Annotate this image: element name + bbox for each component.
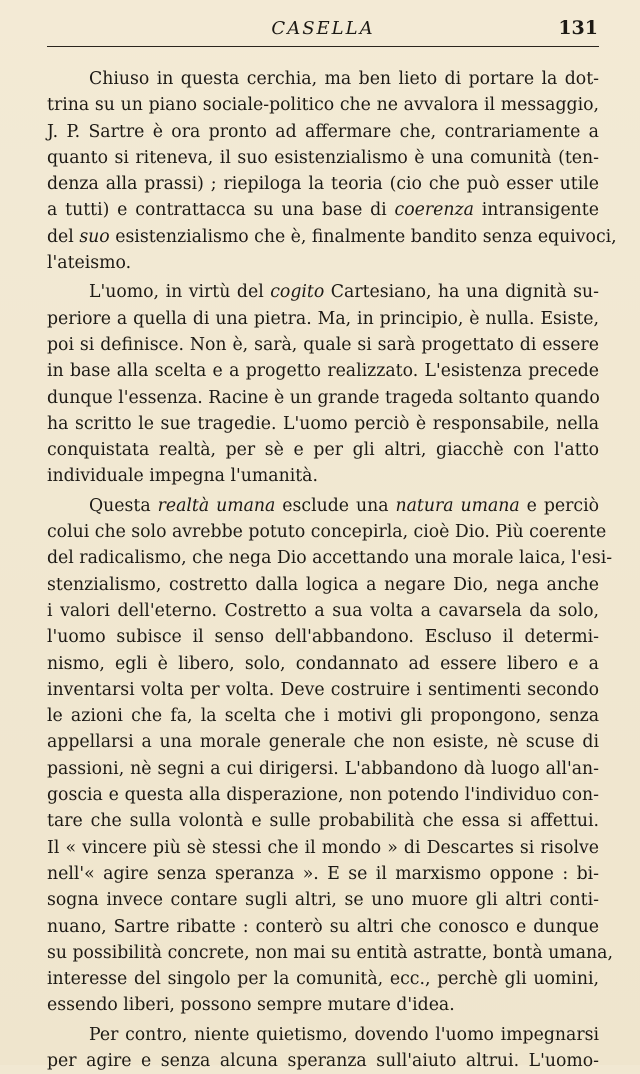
text-line <box>47 572 599 598</box>
text-line <box>47 887 599 913</box>
running-head: CASELLA <box>271 18 375 39</box>
text-span: individuale impegna l'umanità. <box>47 466 318 487</box>
text-span: del <box>47 226 80 247</box>
text-span: esclude una <box>275 495 396 516</box>
text-span: L'uomo, in virtù del <box>89 282 271 303</box>
text-span: Cartesiano, ha una dignità su- <box>324 282 599 303</box>
text-line <box>47 808 599 834</box>
text-line <box>47 992 599 1018</box>
text-line <box>47 332 599 358</box>
text-line <box>47 1048 599 1074</box>
text-span: quanto si riteneva, il suo esistenzialismo è una comunità (ten- <box>47 147 599 168</box>
text-line <box>47 861 599 887</box>
text-span: inventarsi volta per volta. Deve costruire i sentimenti secondo <box>47 679 599 700</box>
text-span: e perciò <box>519 495 600 516</box>
text-span: nuano, Sartre ribatte : conterò su altri che conosco e dunque <box>47 916 599 937</box>
text-line <box>47 411 599 437</box>
text-span: le azioni che fa, la scelta che i motivi gli propongono, senza <box>47 706 599 727</box>
text-line <box>47 358 599 384</box>
text-span: del radicalismo, che nega Dio accettando una morale laica, l'esi- <box>47 548 613 569</box>
text-line <box>47 914 599 940</box>
text-span: ha scritto le sue tragedie. L'uomo perciò è responsabile, nella <box>47 413 599 434</box>
text-span: interesse del singolo per la comunità, ecc., perchè gli uomini, <box>47 969 599 990</box>
text-line <box>47 437 599 463</box>
text-span: J. P. Sartre è ora pronto ad affermare che, contrariamente a <box>47 121 599 142</box>
text-span: Chiuso in questa cerchia, ma ben lieto di portare la dot- <box>89 69 599 89</box>
text-line <box>47 782 599 808</box>
text-line <box>47 119 599 145</box>
text-span: conquistata realtà, per sè e per gli altri, giacchè con l'atto <box>47 440 599 461</box>
text-span: a tutti) e contrattacca su una base di <box>47 200 395 221</box>
text-span: esistenzialismo che è, finalmente bandito senza equivoci, <box>109 226 617 247</box>
italic-text: suo <box>79 226 110 247</box>
text-line <box>47 966 599 992</box>
text-line <box>47 940 613 966</box>
text-span: passioni, nè segni a cui dirigersi. L'abbandono dà luogo all'an- <box>47 758 599 779</box>
text-line <box>47 1022 599 1048</box>
text-span: goscia e questa alla disperazione, non potendo l'individuo con- <box>47 785 599 806</box>
text-span: per agire e senza alcuna speranza sull'aiuto altrui. L'uomo- <box>47 1050 599 1071</box>
text-line <box>47 651 599 677</box>
text-span: trina su un piano sociale-politico che ne avvalora il messaggio, <box>47 95 599 116</box>
text-span: intransigente <box>473 200 599 221</box>
text-line <box>47 545 613 571</box>
text-span: colui che solo avrebbe potuto concepirla, cioè Dio. Più coerente <box>47 522 607 543</box>
text-line <box>47 677 599 703</box>
text-span: l'ateismo. <box>47 253 132 274</box>
text-span: sogna invece contare sugli altri, se uno muore gli altri conti- <box>47 890 599 911</box>
text-line <box>47 493 599 519</box>
text-line <box>47 224 617 250</box>
text-span: l'uomo subisce il senso dell'abbandono. Escluso il determi- <box>47 627 599 648</box>
header-rule <box>47 46 599 47</box>
text-line <box>47 598 599 624</box>
text-span: dunque l'essenza. Racine è un grande trageda soltanto quando <box>47 387 600 408</box>
text-line <box>47 92 599 118</box>
text-span: stenzialismo, costretto dalla logica a negare Dio, nega anche <box>47 574 599 595</box>
text-span: periore a quella di una pietra. Ma, in principio, è nulla. Esiste, <box>47 308 599 329</box>
text-span: nell'« agire senza speranza ». E se il marxismo oppone : bi- <box>47 863 599 884</box>
text-span: appellarsi a una morale generale che non esiste, nè scuse di <box>47 732 599 753</box>
text-span: su possibilità concrete, non mai su entità astratte, bontà umana, <box>47 942 613 963</box>
italic-text: realtà umana <box>157 495 276 516</box>
text-span: Questa <box>89 495 158 516</box>
text-line <box>47 703 599 729</box>
italic-text: coerenza <box>394 200 474 221</box>
text-line <box>47 385 599 411</box>
text-line <box>47 197 599 223</box>
page-header <box>48 14 598 46</box>
text-line <box>47 835 599 861</box>
text-span: tare che sulla volontà e sulle probabilità che essa si affettui. <box>47 811 599 832</box>
text-span: poi si definisce. Non è, sarà, quale si sarà progettato di essere <box>47 334 599 355</box>
text-line <box>47 66 599 92</box>
text-span: Il « vincere più sè stessi che il mondo » di Descartes si risolve <box>47 837 599 858</box>
text-line <box>47 729 599 755</box>
text-line <box>47 250 599 276</box>
text-line <box>47 463 599 489</box>
italic-text: cogito <box>270 282 325 303</box>
text-span: in base alla scelta e a progetto realizzato. L'esistenza precede <box>47 361 599 382</box>
text-span: i valori dell'eterno. Costretto a sua volta a cavarsela da solo, <box>47 600 599 621</box>
text-line <box>47 171 599 197</box>
italic-text: natura umana <box>395 495 520 516</box>
text-span: denza alla prassi) ; riepiloga la teoria (cio che può esser utile <box>47 174 599 195</box>
text-line <box>47 519 607 545</box>
text-line <box>47 756 599 782</box>
text-span: Per contro, niente quietismo, dovendo l'uomo impegnarsi <box>89 1024 599 1045</box>
text-span: nismo, egli è libero, solo, condannato ad essere libero e a <box>47 653 599 674</box>
body-text <box>47 66 617 1074</box>
text-line <box>47 624 599 650</box>
text-line <box>47 145 599 171</box>
page-number: 131 <box>558 17 598 39</box>
text-line <box>47 279 599 305</box>
text-line <box>47 306 599 332</box>
text-span: essendo liberi, possono sempre mutare d'idea. <box>47 995 455 1016</box>
